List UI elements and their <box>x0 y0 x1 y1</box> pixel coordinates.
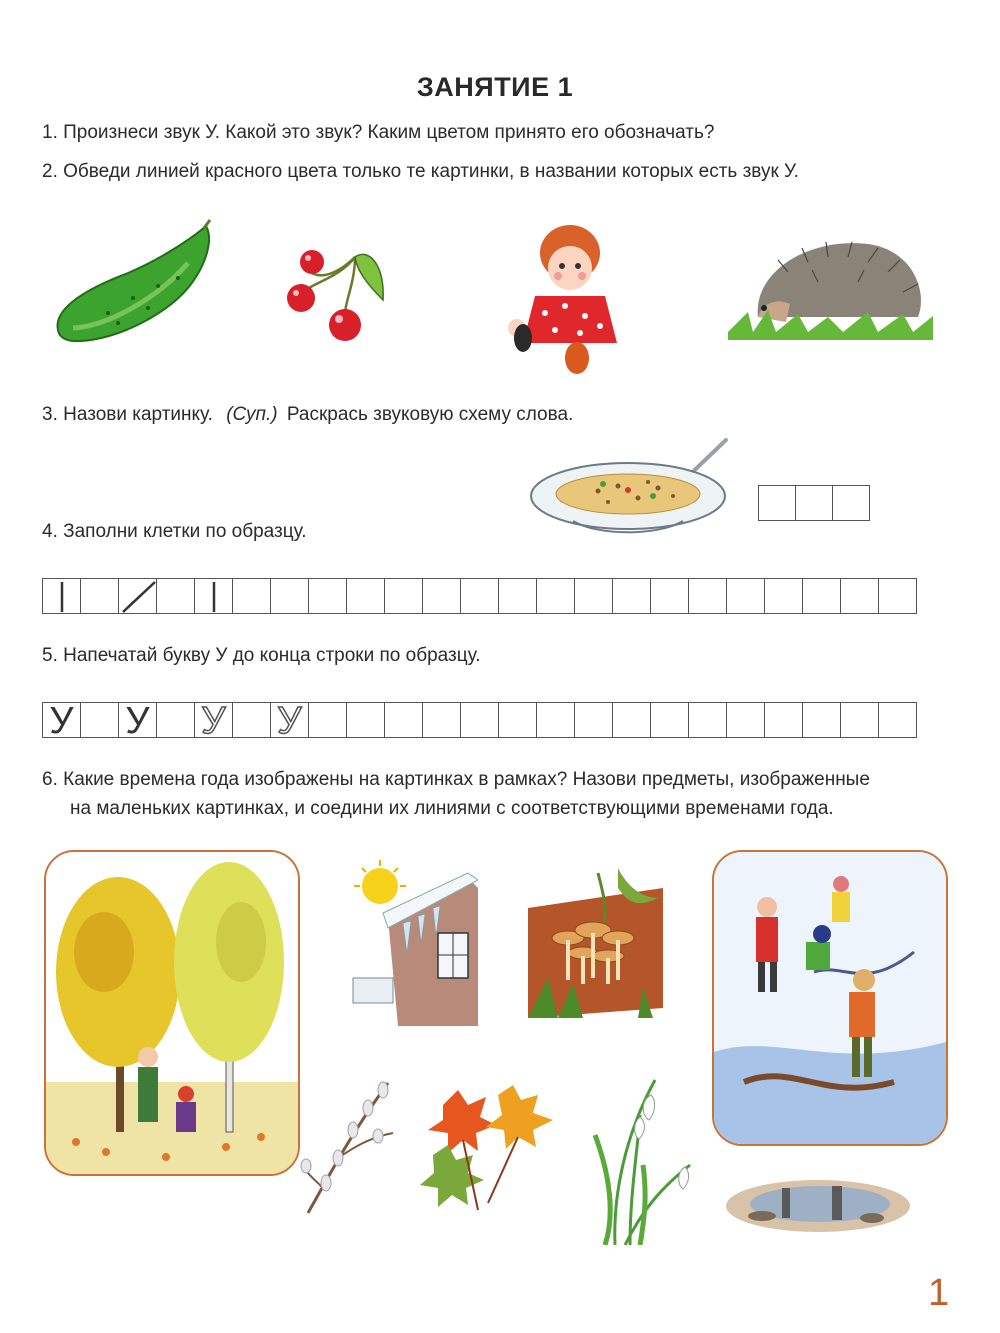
task-6-text-line1: 6. Какие времена года изображены на картинках в рамках? Назови предметы, изображенные <box>42 769 870 790</box>
letter-cell[interactable] <box>233 702 271 738</box>
stroke-cell[interactable] <box>575 578 613 614</box>
autumn-scene-frame[interactable] <box>44 850 300 1176</box>
sound-schema-cell[interactable] <box>833 485 870 521</box>
letter-cell[interactable] <box>347 702 385 738</box>
stroke-cell[interactable] <box>613 578 651 614</box>
sample-stroke-mark <box>119 579 157 615</box>
stroke-cell[interactable] <box>157 578 195 614</box>
spring-scene-picture <box>714 852 946 1144</box>
task-6-text-line2: на маленьких картинках, и соедини их линиями с соответствующими временами года. <box>70 798 834 819</box>
sample-letter: У <box>49 700 74 742</box>
task-1-text: 1. Произнеси звук У. Какой это звук? Каким цветом принято его обозначать? <box>42 122 715 143</box>
stroke-cell[interactable] <box>803 578 841 614</box>
letter-cell[interactable] <box>81 702 119 738</box>
mushrooms-picture[interactable] <box>528 868 663 1032</box>
doll-picture[interactable] <box>505 218 635 383</box>
letter-cell[interactable] <box>385 702 423 738</box>
sound-schema[interactable] <box>758 485 870 521</box>
sound-schema-cell[interactable] <box>796 485 833 521</box>
stroke-cell[interactable] <box>879 578 917 614</box>
stroke-cell[interactable] <box>461 578 499 614</box>
task-3-line <box>42 402 573 428</box>
letter-cell[interactable] <box>765 702 803 738</box>
sample-stroke <box>123 582 155 612</box>
stroke-cell[interactable] <box>195 578 233 614</box>
cucumber-picture[interactable] <box>48 218 218 348</box>
letter-cell[interactable] <box>537 702 575 738</box>
stroke-cell[interactable] <box>765 578 803 614</box>
letter-cell[interactable] <box>195 700 233 742</box>
letter-cell[interactable] <box>157 702 195 738</box>
letter-cell[interactable] <box>803 702 841 738</box>
stroke-cell[interactable] <box>385 578 423 614</box>
task-2-text: 2. Обведи линией красного цвета только те картинки, в названии которых есть звук У. <box>42 161 799 182</box>
task-4-text: 4. Заполни клетки по образцу. <box>42 521 307 542</box>
letter-cell[interactable] <box>119 700 157 742</box>
letter-cell[interactable] <box>879 702 917 738</box>
sample-stroke-mark <box>43 579 81 615</box>
task-3-hint: (Суп.) <box>226 404 278 425</box>
letter-cell[interactable] <box>271 700 309 742</box>
letter-cell[interactable] <box>727 702 765 738</box>
stroke-cell[interactable] <box>689 578 727 614</box>
puddle-picture[interactable] <box>722 1168 914 1238</box>
maple-leaves-picture[interactable] <box>418 1085 563 1215</box>
stroke-cell[interactable] <box>537 578 575 614</box>
letter-cell[interactable] <box>309 702 347 738</box>
task-3-text: 3. Назови картинку. <box>42 404 213 425</box>
stroke-cell[interactable] <box>233 578 271 614</box>
stroke-cell[interactable] <box>271 578 309 614</box>
letter-cell[interactable] <box>43 700 81 742</box>
sound-schema-cell[interactable] <box>759 485 796 521</box>
letter-cell[interactable] <box>613 702 651 738</box>
dotted-letter: У <box>201 700 226 742</box>
stroke-cell[interactable] <box>651 578 689 614</box>
task-3-instruction: Раскрась звуковую схему слова. <box>286 404 574 425</box>
letter-cell[interactable] <box>841 702 879 738</box>
stroke-cell[interactable] <box>119 578 157 614</box>
letter-practice-row[interactable] <box>42 700 917 742</box>
stroke-cell[interactable] <box>309 578 347 614</box>
icicles-house-picture[interactable] <box>328 858 478 1026</box>
letter-cell[interactable] <box>651 702 689 738</box>
willow-branch-picture[interactable] <box>298 1078 398 1218</box>
stroke-practice-row[interactable] <box>42 578 917 614</box>
letter-cell[interactable] <box>499 702 537 738</box>
page-number: 1 <box>928 1272 950 1314</box>
letter-cell[interactable] <box>423 702 461 738</box>
dotted-letter: У <box>277 700 302 742</box>
cherries-picture[interactable] <box>285 222 395 347</box>
letter-cell[interactable] <box>689 702 727 738</box>
stroke-cell[interactable] <box>81 578 119 614</box>
stroke-cell[interactable] <box>841 578 879 614</box>
stroke-cell[interactable] <box>347 578 385 614</box>
hedgehog-picture[interactable] <box>728 232 933 340</box>
sample-letter: У <box>125 700 150 742</box>
soup-bowl-picture[interactable] <box>528 436 733 538</box>
stroke-cell[interactable] <box>499 578 537 614</box>
letter-cell[interactable] <box>575 702 613 738</box>
sample-stroke-mark <box>195 579 233 615</box>
stroke-cell[interactable] <box>423 578 461 614</box>
task-5-text: 5. Напечатай букву У до конца строки по образцу. <box>42 645 481 666</box>
spring-scene-frame[interactable] <box>712 850 948 1146</box>
page-title: ЗАНЯТИЕ 1 <box>416 72 574 102</box>
stroke-cell[interactable] <box>727 578 765 614</box>
autumn-scene-picture <box>46 852 298 1174</box>
letter-cell[interactable] <box>461 702 499 738</box>
stroke-cell[interactable] <box>43 578 81 614</box>
snowdrops-picture[interactable] <box>585 1075 700 1245</box>
